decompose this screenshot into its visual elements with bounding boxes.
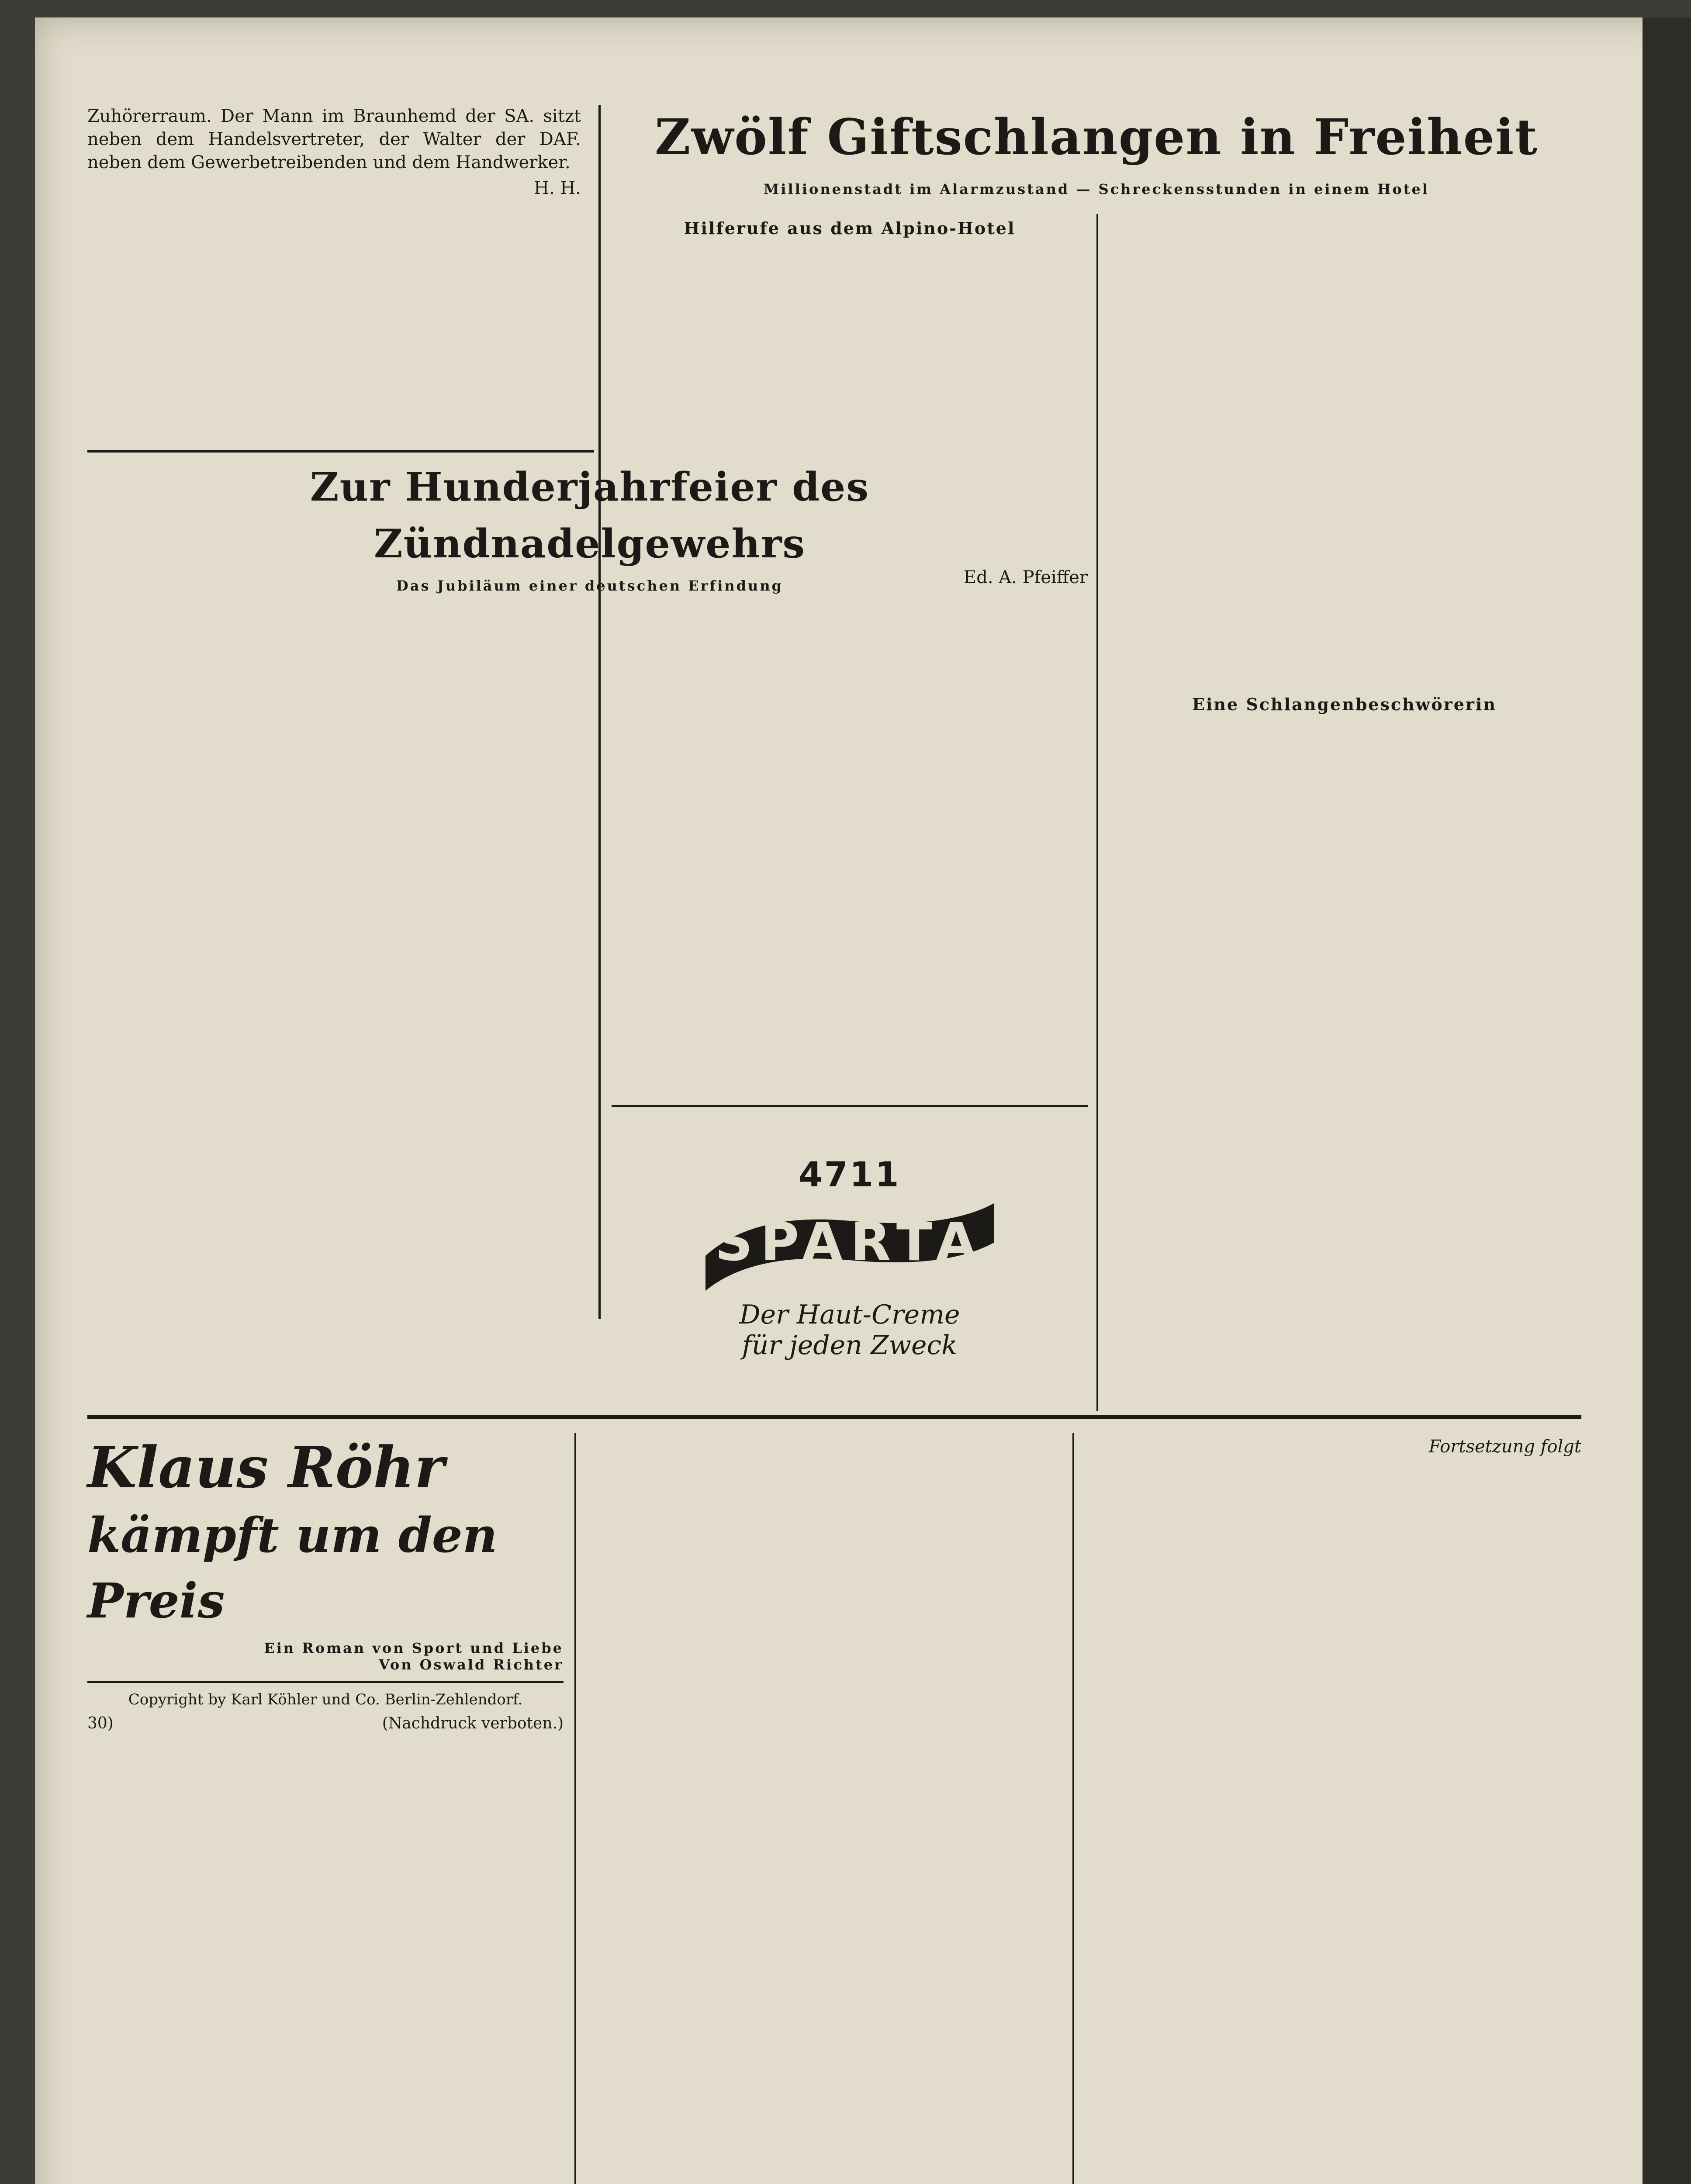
- novel-title-line2: kämpft um den Preis: [87, 1507, 498, 1629]
- column-rule: [574, 1433, 576, 2184]
- needle-gun-signature: Ed. A. Pfeiffer: [964, 567, 1088, 587]
- needle-gun-subheadline: Das Jubiläum einer deutschen Erfindung: [396, 577, 783, 594]
- sparta-advertisement: [612, 1114, 1088, 1402]
- snake-article-column-b: [1107, 214, 1581, 1411]
- column-rule: [1096, 214, 1098, 1411]
- novel-installment-number: 30): [87, 1714, 114, 1732]
- seminar-text-intro: Zuhörerraum. Der Mann im Braunhemd der SA. sitzt neben dem Handelsvertreter, der Walter der DAF. neben dem Gewerbetreibenden und dem Handwerker.: [87, 106, 581, 173]
- column-rule: [598, 105, 601, 1319]
- ad-rule: [612, 1105, 1088, 1107]
- snake-crosshead-alpino: Hilferufe aus dem Alpino-Hotel: [684, 218, 1016, 238]
- novel-copyright: Copyright by Karl Köhler und Co. Berlin-Zehlendorf.: [128, 1691, 523, 1708]
- seminar-signature: H. H.: [534, 178, 581, 198]
- novel-author: Von Oswald Richter: [379, 1656, 564, 1673]
- novel-column-c: [1083, 1433, 1581, 2184]
- novel-subtitle: Ein Roman von Sport und Liebe: [264, 1640, 564, 1656]
- column-rule: [1072, 1433, 1074, 2184]
- section-rule: [87, 450, 594, 453]
- novel-header-rule: [87, 1681, 564, 1683]
- seminar-article: [87, 105, 581, 446]
- novel-column-b: [585, 1433, 1062, 2184]
- novel-reprint-note: (Nachdruck verboten.): [382, 1714, 564, 1732]
- snake-crosshead-charmer: Eine Schlangenbeschwörerin: [1192, 695, 1497, 714]
- novel-column-a: [87, 1686, 564, 2184]
- novel-continuation-note: Fortsetzung folgt: [1428, 1437, 1581, 1457]
- needle-gun-column-b: [612, 563, 1088, 1096]
- ad-brand-number: 4711: [799, 1155, 901, 1195]
- ad-tagline-1: Der Haut-Creme: [739, 1299, 960, 1330]
- needle-gun-headline: Zur Hunderjahrfeier des Zündnadelgewehrs: [310, 464, 870, 567]
- ad-brand-name: SPARTA: [715, 1212, 985, 1273]
- snake-subheadline: Millionenstadt im Alarmzustand — Schreckensstunden in einem Hotel: [763, 181, 1429, 197]
- ad-banner: [692, 1195, 1007, 1291]
- needle-gun-column-a: [87, 563, 590, 1411]
- book-binding-edge: [1643, 17, 1691, 2184]
- section-rule-heavy: [87, 1415, 1581, 1419]
- novel-title: Klaus Röhr: [87, 1434, 445, 1501]
- page-content: [87, 105, 1581, 2184]
- novel-header: [87, 1433, 564, 1732]
- snake-headline: Zwölf Giftschlangen in Freiheit: [654, 109, 1539, 166]
- ad-tagline-2: für jeden Zweck: [742, 1330, 958, 1361]
